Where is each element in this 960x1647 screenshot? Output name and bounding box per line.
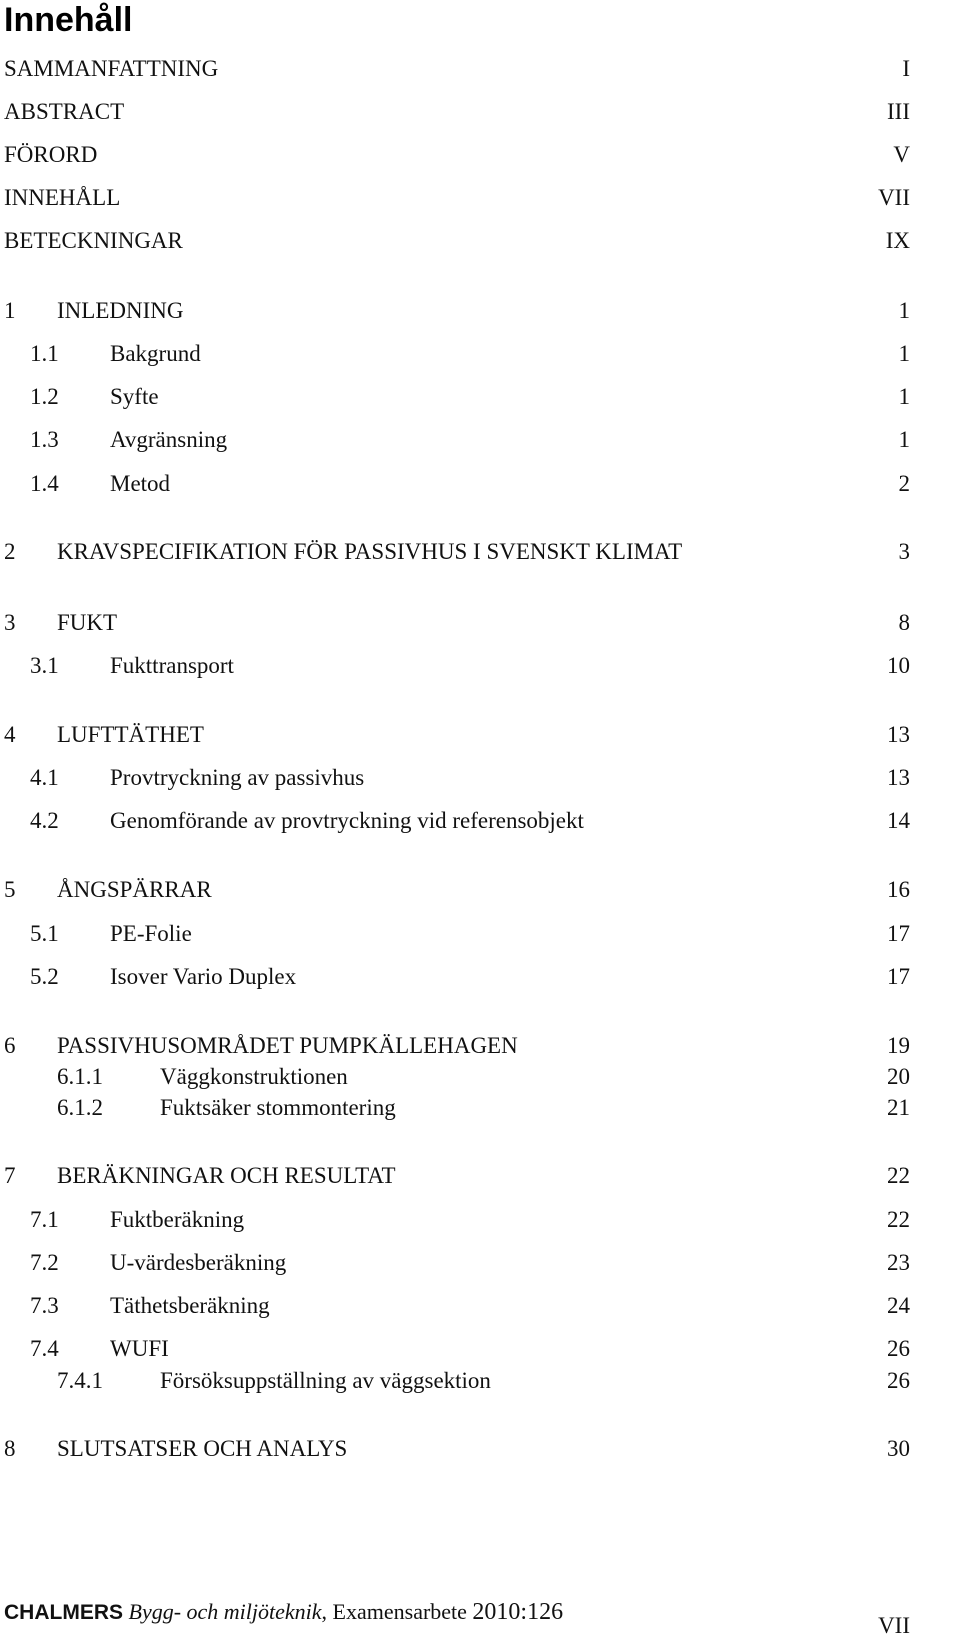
toc-chapter-entry (0, 720, 960, 750)
toc-entry-page: 26 (887, 1336, 910, 1361)
toc-entry-page: 24 (887, 1293, 910, 1318)
toc-entry-page: 1 (898, 427, 910, 452)
toc-entry-number: 3 (4, 610, 16, 635)
toc-section-entry (0, 339, 960, 369)
toc-front-matter-entry (0, 97, 960, 127)
toc-entry-page: 13 (887, 722, 910, 747)
toc-entry-page: 20 (887, 1064, 910, 1089)
toc-entry-page: 13 (887, 765, 910, 790)
toc-entry-number: 3.1 (30, 653, 59, 678)
toc-entry-label: KRAVSPECIFIKATION FÖR PASSIVHUS I SVENSKT KLIMAT (57, 539, 683, 564)
toc-chapter-entry (0, 608, 960, 638)
toc-entry-number: 4.2 (30, 808, 59, 833)
toc-section-entry (0, 763, 960, 793)
toc-entry-page: I (902, 56, 910, 81)
footer-year: 2010:126 (472, 1599, 564, 1625)
toc-section-entry (0, 806, 960, 836)
toc-entry-page: 26 (887, 1368, 910, 1393)
toc-section-entry (0, 962, 960, 992)
toc-subsection-entry (0, 1366, 960, 1396)
toc-entry-page: IX (885, 228, 910, 253)
toc-entry-number: 7.4 (30, 1336, 59, 1361)
toc-entry-page: 1 (898, 341, 910, 366)
toc-subsection-entry (0, 1093, 960, 1123)
toc-entry-label: Isover Vario Duplex (110, 964, 297, 989)
toc-entry-number: 5 (4, 877, 16, 902)
toc-entry-label: PASSIVHUSOMRÅDET PUMPKÄLLEHAGEN (57, 1033, 518, 1058)
toc-entry-number: 5.1 (30, 921, 59, 946)
toc-section-entry (0, 651, 960, 681)
toc-entry-page: 3 (898, 539, 910, 564)
toc-entry-number: 2 (4, 539, 16, 564)
toc-entry-number: 7.2 (30, 1250, 59, 1275)
toc-chapter-entry (0, 875, 960, 905)
toc-entry-page: 14 (887, 808, 910, 833)
toc-entry-label: U-värdesberäkning (110, 1250, 287, 1275)
toc-entry-label: ABSTRACT (4, 99, 125, 124)
toc-entry-page: 10 (887, 653, 910, 678)
toc-entry-page: 19 (887, 1033, 910, 1058)
toc-entry-page: 16 (887, 877, 910, 902)
toc-entry-number: 5.2 (30, 964, 59, 989)
toc-entry-label: Fuktberäkning (110, 1207, 245, 1232)
toc-entry-number: 1.1 (30, 341, 59, 366)
toc-front-matter-entry (0, 54, 960, 84)
toc-section-entry (0, 382, 960, 412)
page-footer (4, 1597, 563, 1628)
toc-entry-number: 7.1 (30, 1207, 59, 1232)
toc-entry-number: 6.1.1 (57, 1064, 103, 1089)
footer-page-number: VII (878, 1613, 910, 1638)
toc-entry-label: SAMMANFATTNING (4, 56, 219, 81)
toc-entry-page: 22 (887, 1207, 910, 1232)
toc-section-entry (0, 1205, 960, 1235)
toc-entry-page: VII (878, 185, 910, 210)
toc-entry-label: ÅNGSPÄRRAR (57, 877, 212, 902)
footer-brand: CHALMERS (4, 1601, 123, 1624)
toc-entry-page: 8 (898, 610, 910, 635)
toc-entry-label: SLUTSATSER OCH ANALYS (57, 1436, 348, 1461)
toc-entry-number: 1 (4, 298, 16, 323)
toc-entry-label: Avgränsning (110, 427, 228, 452)
footer-department: Bygg- och miljöteknik (128, 1599, 322, 1624)
toc-entry-number: 6 (4, 1033, 16, 1058)
toc-entry-number: 1.4 (30, 471, 59, 496)
toc-entry-page: 23 (887, 1250, 910, 1275)
toc-entry-label: PE-Folie (110, 921, 192, 946)
toc-entry-page: 21 (887, 1095, 910, 1120)
toc-entry-label: Metod (110, 471, 171, 496)
toc-entry-number: 7.4.1 (57, 1368, 103, 1393)
toc-entry-label: Syfte (110, 384, 159, 409)
toc-entry-label: INNEHÅLL (4, 185, 121, 210)
toc-entry-number: 4 (4, 722, 16, 747)
toc-section-entry (0, 1334, 960, 1364)
toc-chapter-entry (0, 537, 960, 567)
toc-entry-label: INLEDNING (57, 298, 184, 323)
toc-entry-page: 17 (887, 964, 910, 989)
toc-entry-page: III (887, 99, 910, 124)
toc-front-matter-entry (0, 183, 960, 213)
toc-entry-number: 7.3 (30, 1293, 59, 1318)
toc-entry-page: 1 (898, 298, 910, 323)
page-title: Innehåll (4, 1, 133, 39)
toc-entry-label: Täthetsberäkning (110, 1293, 270, 1318)
toc-section-entry (0, 919, 960, 949)
toc-chapter-entry (0, 1434, 960, 1464)
toc-entry-number: 1.2 (30, 384, 59, 409)
toc-entry-label: Provtryckning av passivhus (110, 765, 365, 790)
toc-entry-label: LUFTTÄTHET (57, 722, 204, 747)
toc-chapter-entry (0, 1161, 960, 1191)
toc-entry-number: 8 (4, 1436, 16, 1461)
toc-entry-label: BETECKNINGAR (4, 228, 183, 253)
toc-entry-label: Bakgrund (110, 341, 201, 366)
toc-entry-number: 6.1.2 (57, 1095, 103, 1120)
toc-entry-label: Försöksuppställning av väggsektion (160, 1368, 491, 1393)
toc-entry-label: WUFI (110, 1336, 169, 1361)
toc-entry-page: 2 (898, 471, 910, 496)
toc-entry-page: 17 (887, 921, 910, 946)
toc-section-entry (0, 1248, 960, 1278)
toc-entry-label: FUKT (57, 610, 118, 635)
toc-chapter-entry (0, 296, 960, 326)
toc-section-entry (0, 425, 960, 455)
toc-entry-page: 30 (887, 1436, 910, 1461)
toc-entry-label: FÖRORD (4, 142, 98, 167)
toc-entry-label: BERÄKNINGAR OCH RESULTAT (57, 1163, 396, 1188)
toc-section-entry (0, 1291, 960, 1321)
toc-entry-label: Fuktsäker stommontering (160, 1095, 396, 1120)
toc-entry-label: Fukttransport (110, 653, 234, 678)
toc-entry-page: 22 (887, 1163, 910, 1188)
toc-entry-number: 7 (4, 1163, 16, 1188)
toc-front-matter-entry (0, 226, 960, 256)
footer-doc-type: , Examensarbete (321, 1599, 473, 1624)
toc-chapter-entry (0, 1031, 960, 1061)
toc-entry-number: 1.3 (30, 427, 59, 452)
toc-subsection-entry (0, 1062, 960, 1092)
toc-entry-label: Väggkonstruktionen (160, 1064, 348, 1089)
toc-entry-page: 1 (898, 384, 910, 409)
toc-entry-label: Genomförande av provtryckning vid referensobjekt (110, 808, 584, 833)
toc-entry-page: V (893, 142, 910, 167)
toc-section-entry (0, 469, 960, 499)
toc-entry-number: 4.1 (30, 765, 59, 790)
toc-front-matter-entry (0, 140, 960, 170)
